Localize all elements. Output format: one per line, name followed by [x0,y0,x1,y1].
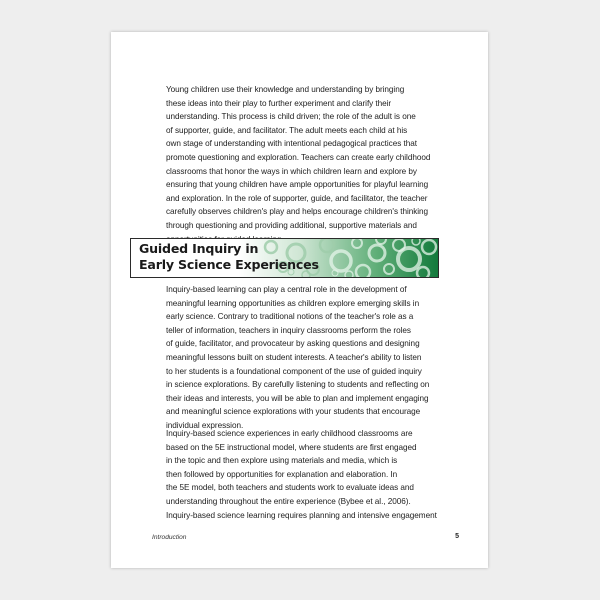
document-page [111,32,488,568]
body-paragraph-1: Inquiry-based learning can play a central role in the development of meaningful learning opportunities as children explore emerging skills in early science. Contrary to traditional notions of the teacher's role as a teller of information, teachers in inquiry classrooms perform the roles of guide, facilitator, and provocateur by asking questions and designing meaningful lessons built on student interests. A teacher's ability to listen to her students is a foundational component of the use of guided inquiry in science explorations. By carefully listening to students and reflecting on their ideas and interests, you will be able to plan and implement engaging and meaningful science explorations with your students that encourage individual expression. [166,285,430,430]
section-heading: Guided Inquiry in Early Science Experiences [139,241,319,272]
section-heading-banner [130,238,439,278]
intro-paragraph: Young children use their knowledge and understanding by bringing these ideas into their play to further experiment and clarify their understanding. This process is child driven; the role of the adult is one of supporter, guide, and facilitator. The adult meets each child at his own stage of understanding with intentional pedagogical practices that promote questioning and exploration. Teachers can create early childhood classrooms that honor the ways in which children learn and explore by ensuring that young children have ample opportunities for playful learning and exploration. In the role of supporter, guide, and facilitator, the teacher carefully observes children's play and helps encourage children's thinking through questioning and providing additional, supportive materials and [166,85,431,230]
page-number: 5 [455,533,459,540]
body-paragraph-2: Inquiry-based science experiences in early childhood classrooms are based on the 5E instructional model, where students are first engaged in the topic and then explore using materials and media, which is then followed by opportunities for explanation and elaboration. In the 5E model, both teachers and students work to evaluate ideas and understanding throughout the entire experience (Bybee et al., 2006). Inquiry-based science learning requires planning and intensive engagement [166,429,437,520]
footer-section-label: Introduction [152,534,187,541]
